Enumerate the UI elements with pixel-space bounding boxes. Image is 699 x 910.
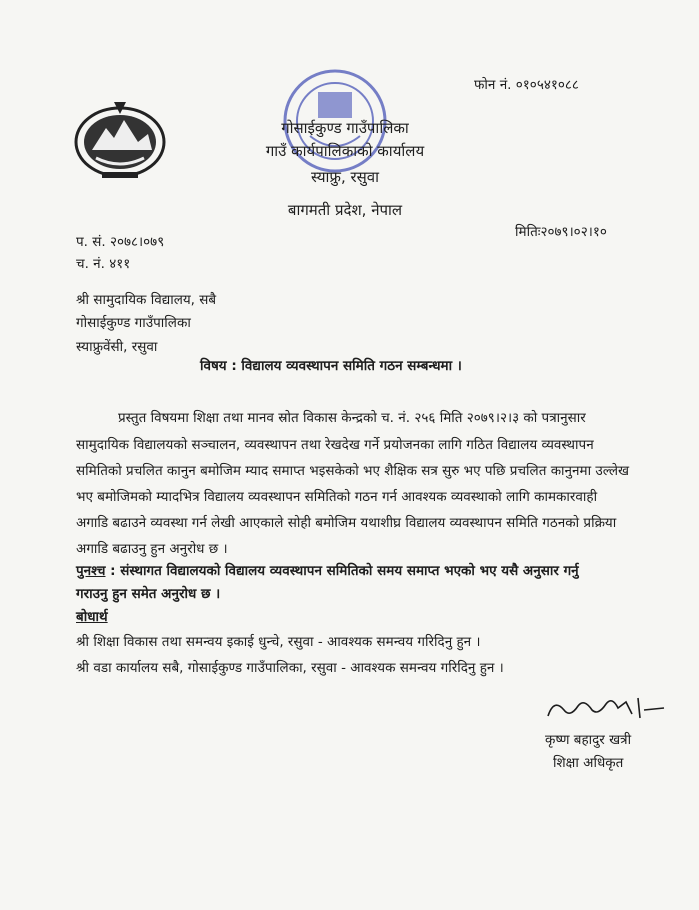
nepal-emblem-icon xyxy=(72,98,168,180)
postscript-text: : संस्थागत विद्यालयको विद्यालय व्यवस्थापन समितिको समय समाप्त भएको भए यसै अनुसार गर्नु xyxy=(105,563,579,579)
postscript-label: पुनश्च xyxy=(76,563,106,579)
signatory-title: शिक्षा अधिकृत xyxy=(553,755,624,771)
body-line-6: अगाडि बढाउनु हुन अनुरोध छ । xyxy=(76,541,228,557)
office-location: स्याफ्रु, रसुवा xyxy=(310,168,380,186)
subject-line: विषय : विद्यालय व्यवस्थापन समिति गठन सम्बन्धमा । xyxy=(200,358,462,374)
province-name: बागमती प्रदेश, नेपाल xyxy=(287,201,403,219)
body-line-3: समितिको प्रचलित कानुन बमोजिम म्याद समाप्त भइसकेको भए शैक्षिक सत्र सुरु भए पछि प्रचलित कानुनमा उल्लेख xyxy=(76,463,630,479)
office-subtitle: गाउँ कार्यपालिकाको कार्यालय xyxy=(265,142,425,160)
postscript-line-2: गराउनु हुन समेत अनुरोध छ । xyxy=(76,586,221,602)
recipient-line-3: स्याफ्रुवेंसी, रसुवा xyxy=(76,339,158,355)
recipient-line-2: गोसाईकुण्ड गाउँपालिका xyxy=(76,315,191,331)
signatory-name: कृष्ण बहादुर खत्री xyxy=(545,732,632,748)
postscript-line-1 xyxy=(76,561,636,579)
cc-label: बोधार्थ xyxy=(76,609,108,625)
body-line-1: प्रस्तुत विषयमा शिक्षा तथा मानव स्रोत विकास केन्द्रको च. नं. २५६ मिति २०७९।२।३ को पत्रानुसार xyxy=(118,410,586,426)
office-name: गोसाईकुण्ड गाउँपालिका xyxy=(281,119,409,137)
body-line-2: सामुदायिक विद्यालयको सञ्चालन, व्यवस्थापन तथा रेखदेख गर्ने प्रयोजनका लागि गठित विद्यालय व्यवस्थापन xyxy=(76,437,594,453)
handwritten-signature xyxy=(540,688,670,728)
cc-item-2: श्री वडा कार्यालय सबै, गोसाईकुण्ड गाउँपालिका, रसुवा - आवश्यक समन्वय गरिदिनु हुन । xyxy=(76,660,504,676)
cc-item-1: श्री शिक्षा विकास तथा समन्वय इकाई धुन्चे, रसुवा - आवश्यक समन्वय गरिदिनु हुन । xyxy=(76,634,481,650)
body-line-5: अगाडि बढाउने व्यवस्था गर्न लेखी आएकाले सोही बमोजिम यथाशीघ्र विद्यालय व्यवस्थापन समिति गठनको प्रक्रिया xyxy=(76,515,617,531)
body-line-4: भए बमोजिमको म्यादभित्र विद्यालय व्यवस्थापन समितिको गठन गर्न आवश्यक व्यवस्थाको लागि कामकारवाही xyxy=(76,489,598,505)
phone-number: फोन नं. ०१०५४१०८८ xyxy=(474,77,579,93)
patra-sankhya: प. सं. २०७८।०७९ xyxy=(76,234,165,250)
letter-date: मितिः२०७९।०२।१० xyxy=(515,224,607,240)
chalani-number: च. नं. ४११ xyxy=(76,256,131,272)
recipient-line-1: श्री सामुदायिक विद्यालय, सबै xyxy=(76,292,217,308)
